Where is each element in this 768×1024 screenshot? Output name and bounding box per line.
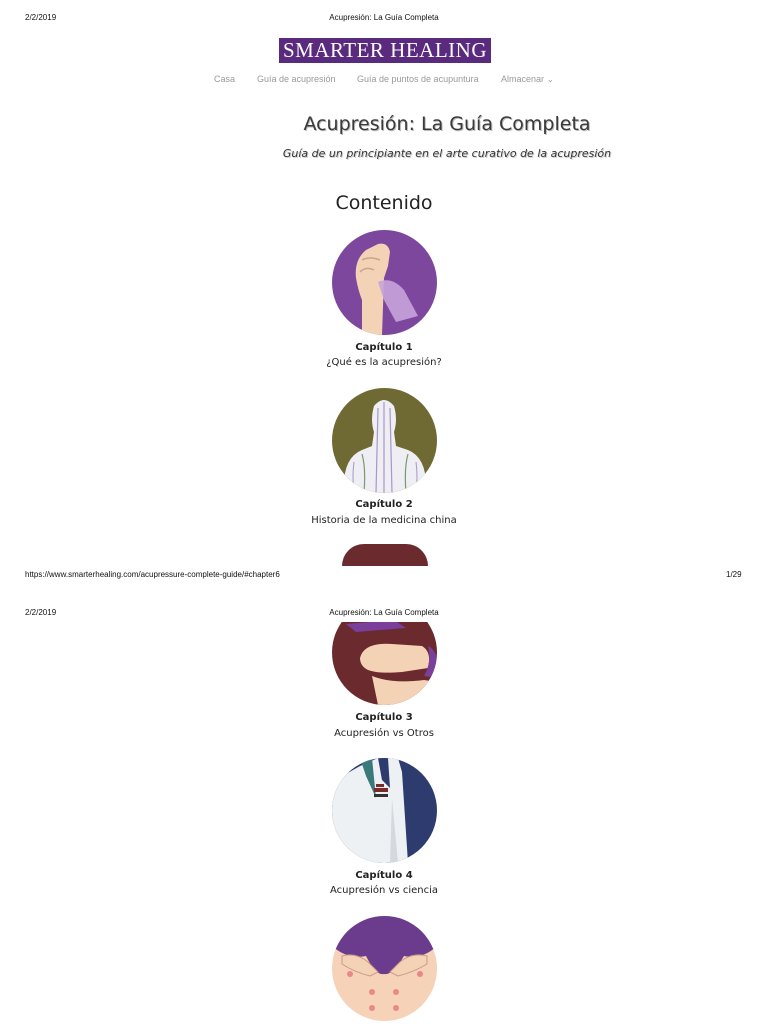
logo-text: SMARTER HEALING (283, 38, 487, 62)
print-date: 2/2/2019 (25, 13, 57, 22)
chapter-4-number[interactable]: Capítulo 4 (355, 870, 413, 881)
chapter-1-name[interactable]: ¿Qué es la acupresión? (326, 357, 442, 368)
print-date-page-2: 2/2/2019 (25, 608, 57, 617)
chapter-3-name[interactable]: Acupresión vs Otros (334, 728, 434, 739)
nav-item-casa[interactable]: Casa (214, 74, 236, 84)
chapter-2-image[interactable] (332, 388, 437, 493)
chapter-4-image[interactable] (332, 758, 437, 863)
nav-item-almacenar-label: Almacenar (501, 74, 545, 84)
page-subtitle: Guía de un principiante en el arte curativo de la acupresión (282, 147, 612, 160)
print-title-page-2: Acupresión: La Guía Completa (329, 608, 439, 617)
nav-item-acupresion[interactable]: Guía de acupresión (257, 74, 336, 84)
page-title: Acupresión: La Guía Completa (303, 113, 591, 135)
chapter-2-name[interactable]: Historia de la medicina china (311, 515, 457, 526)
chapter-5-image[interactable] (332, 916, 437, 1021)
doctor-coat-icon (332, 758, 437, 863)
print-title: Acupresión: La Guía Completa (329, 13, 439, 22)
chapter-3-number[interactable]: Capítulo 3 (355, 712, 413, 723)
meridian-body-icon (332, 388, 437, 493)
chapter-1-image[interactable] (332, 230, 437, 335)
site-logo[interactable] (279, 38, 491, 63)
main-nav (0, 74, 768, 88)
chevron-down-icon: ⌄ (547, 75, 554, 84)
print-page-number: 1/29 (726, 570, 742, 579)
chapter-3-image-top (342, 544, 428, 566)
toc-heading: Contenido (335, 192, 433, 214)
nav-item-almacenar[interactable] (501, 74, 554, 84)
chapter-1-number[interactable]: Capítulo 1 (355, 342, 413, 353)
chapter-4-name[interactable]: Acupresión vs ciencia (330, 885, 438, 896)
nav-item-puntos[interactable]: Guía de puntos de acupuntura (357, 74, 479, 84)
chapter-2-number[interactable]: Capítulo 2 (355, 499, 413, 510)
wrist-acupressure-icon (332, 230, 437, 335)
back-massage-icon (332, 916, 437, 1021)
print-url: https://www.smarterhealing.com/acupressure-complete-guide/#chapter6 (25, 570, 280, 579)
